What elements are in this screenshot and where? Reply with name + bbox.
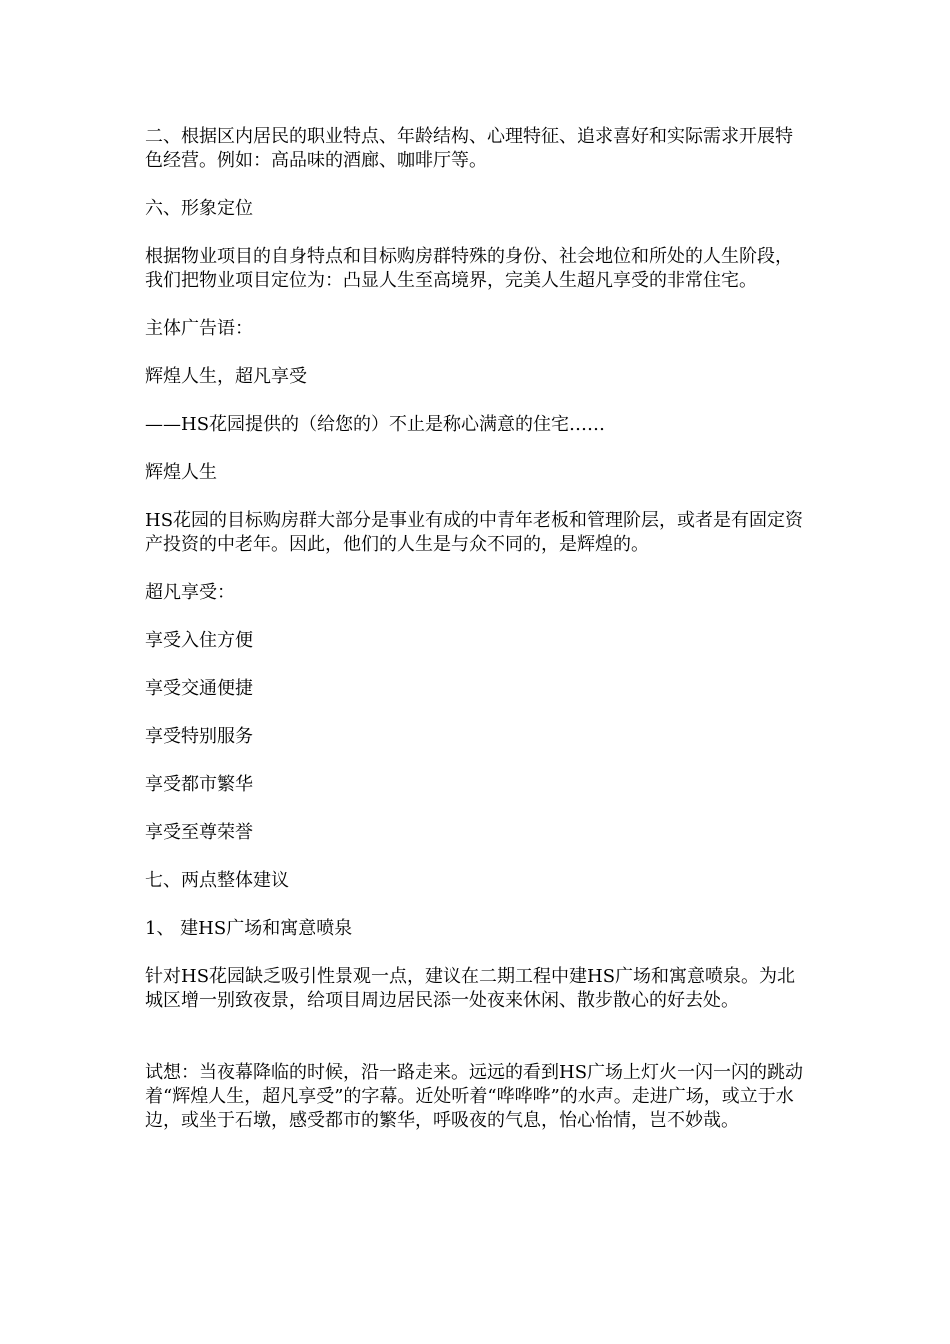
enjoyment-item-1: 享受入住方便 bbox=[145, 630, 253, 651]
enjoyment-item-4: 享受都市繁华 bbox=[145, 774, 253, 795]
enjoyment-item-5: 享受至尊荣誉 bbox=[145, 822, 253, 843]
paragraph-plaza-proposal: 针对HS花园缺乏吸引性景观一点，建议在二期工程中建HS广场和寓意喷泉。为北城区增一别致夜景，给项目周边居民添一处夜来休闲、散步散心的好去处。 bbox=[145, 966, 796, 1011]
slogan-subline: ——HS花园提供的（给您的）不止是称心满意的住宅…… bbox=[145, 414, 606, 435]
slogan-text: 辉煌人生，超凡享受 bbox=[145, 366, 307, 387]
enjoyment-item-3: 享受特别服务 bbox=[145, 726, 253, 747]
document-page bbox=[145, 125, 810, 1157]
paragraph-tenant-mix: 二、根据区内居民的职业特点、年龄结构、心理特征、追求喜好和实际需求开展特色经营。例如：高品味的酒廊、咖啡厅等。 bbox=[145, 126, 793, 171]
heading-image-positioning: 六、形象定位 bbox=[145, 198, 253, 219]
heading-extraordinary-enjoyment: 超凡享受： bbox=[145, 582, 235, 603]
heading-brilliant-life: 辉煌人生 bbox=[145, 462, 217, 483]
heading-two-suggestions: 七、两点整体建议 bbox=[145, 870, 289, 891]
heading-main-slogan: 主体广告语： bbox=[145, 318, 253, 339]
paragraph-imagine-scene: 试想：当夜幕降临的时候，沿一路走来。远远的看到HS广场上灯火一闪一闪的跳动着“辉煌人生，超凡享受”的字幕。近处听着“哗哗哗”的水声。走进广场，或立于水边，或坐于石墩，感受都市的繁华，呼吸夜的气息，怡心怡情，岂不妙哉。 bbox=[145, 1062, 804, 1131]
enjoyment-item-2: 享受交通便捷 bbox=[145, 678, 253, 699]
subheading-plaza-fountain: 1、 建HS广场和寓意喷泉 bbox=[145, 918, 353, 939]
paragraph-positioning: 根据物业项目的自身特点和目标购房群特殊的身份、社会地位和所处的人生阶段，我们把物业项目定位为：凸显人生至高境界，完美人生超凡享受的非常住宅。 bbox=[145, 246, 793, 291]
paragraph-target-buyers: HS花园的目标购房群大部分是事业有成的中青年老板和管理阶层，或者是有固定资产投资的中老年。因此，他们的人生是与众不同的，是辉煌的。 bbox=[145, 510, 804, 555]
